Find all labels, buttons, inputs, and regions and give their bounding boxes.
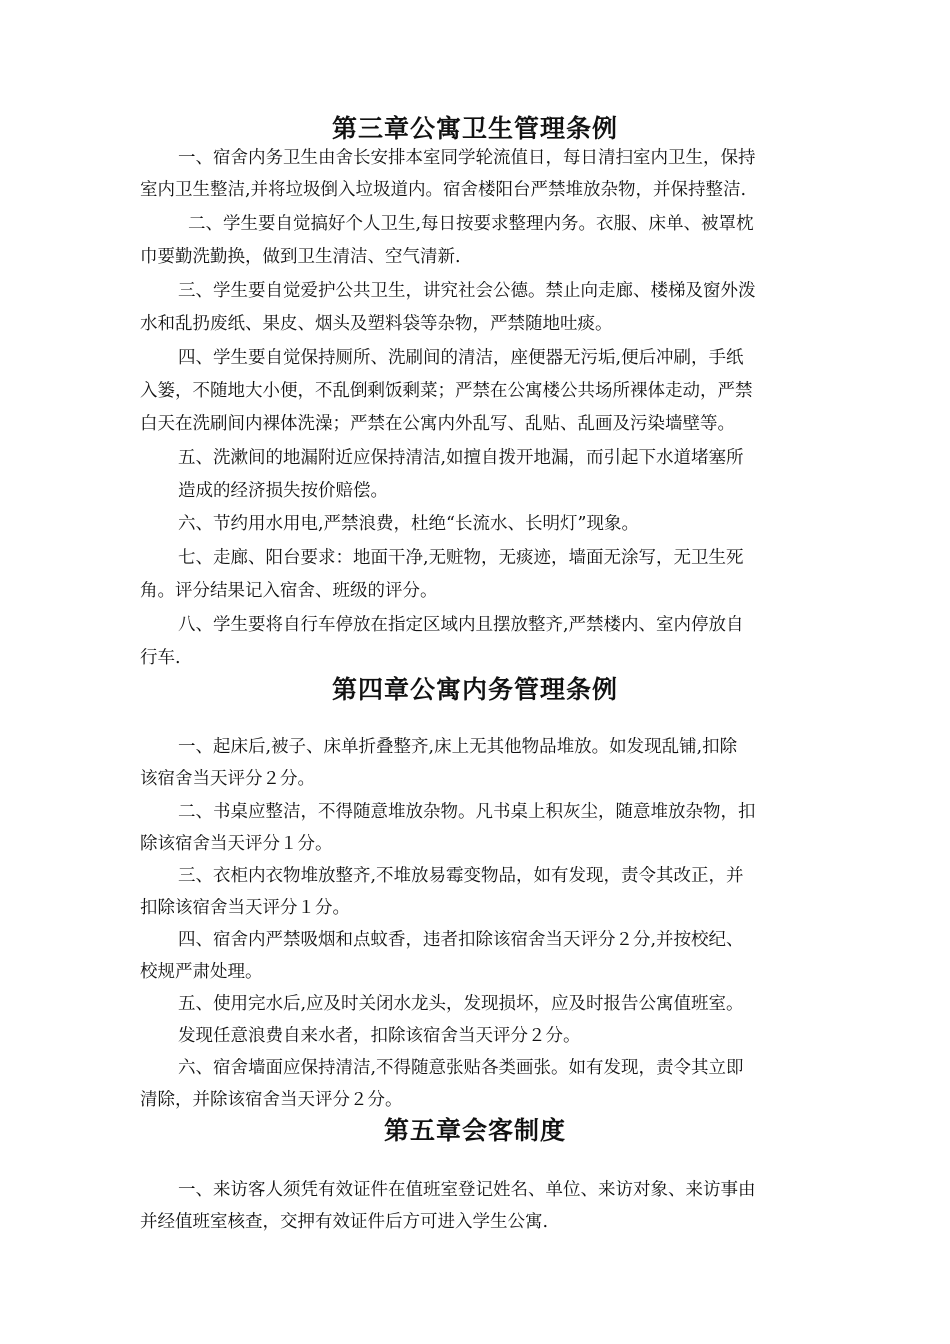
- chapter3-line-5: 三、学生要自觉爱护公共卫生，讲究社会公德。禁止向走廊、楼梯及窗外泼: [178, 281, 756, 301]
- chapter3-line-3: 二、学生要自觉搞好个人卫生,每日按要求整理内务。衣服、床单、被罩枕: [188, 214, 754, 234]
- chapter3-line-15: 八、学生要将自行车停放在指定区域内且摆放整齐,严禁楼内、室内停放自: [178, 615, 744, 635]
- chapter5-title: 第五章会客制度: [383, 1116, 566, 1145]
- chapter4-line-7: 四、宿舍内严禁吸烟和点蚊香，违者扣除该宿舍当天评分２分,并按校纪、: [178, 930, 744, 950]
- chapter3-line-7: 四、学生要自觉保持厕所、洗刷间的清洁，座便器无污垢,便后冲刷，手纸: [178, 348, 744, 368]
- chapter3-line-14: 角。评分结果记入宿舍、班级的评分。: [140, 581, 438, 601]
- chapter4-line-3: 二、书桌应整洁，不得随意堆放杂物。凡书桌上积灰尘，随意堆放杂物，扣: [178, 802, 756, 822]
- chapter5-line-2: 并经值班室核查，交押有效证件后方可进入学生公寓.: [140, 1212, 549, 1232]
- chapter3-line-13: 七、走廊、阳台要求：地面干净,无赃物，无痰迹，墙面无涂写，无卫生死: [178, 548, 744, 568]
- chapter4-title: 第四章公寓内务管理条例: [331, 675, 618, 704]
- chapter3-line-10: 五、洗漱间的地漏附近应保持清洁,如擅自拨开地漏，而引起下水道堵塞所: [178, 448, 744, 468]
- chapter3-line-9: 白天在洗刷间内裸体洗澡；严禁在公寓内外乱写、乱贴、乱画及污染墙壁等。: [140, 414, 735, 434]
- chapter3-title: 第三章公寓卫生管理条例: [331, 114, 618, 143]
- chapter4-line-11: 六、宿舍墙面应保持清洁,不得随意张贴各类画张。如有发现，责令其立即: [178, 1058, 744, 1078]
- chapter3-line-11: 造成的经济损失按价赔偿。: [178, 481, 388, 501]
- chapter3-line-16: 行车.: [140, 648, 181, 668]
- chapter4-line-8: 校规严肃处理。: [140, 962, 263, 982]
- chapter4-line-12: 清除，并除该宿舍当天评分２分。: [140, 1090, 403, 1110]
- chapter4-line-4: 除该宿舍当天评分１分。: [140, 834, 333, 854]
- chapter4-line-6: 扣除该宿舍当天评分１分。: [140, 898, 350, 918]
- chapter3-line-4: 巾要勤洗勤换，做到卫生清洁、空气清新.: [140, 247, 461, 267]
- chapter4-line-10: 发现任意浪费自来水者，扣除该宿舍当天评分２分。: [178, 1026, 581, 1046]
- chapter3-line-6: 水和乱扔废纸、果皮、烟头及塑料袋等杂物，严禁随地吐痰。: [140, 314, 613, 334]
- chapter4-line-2: 该宿舍当天评分２分。: [140, 769, 315, 789]
- chapter4-line-5: 三、衣柜内衣物堆放整齐,不堆放易霉变物品，如有发现，责令其改正，并: [178, 866, 744, 886]
- chapter3-line-12: 六、节约用水用电,严禁浪费，杜绝“长流水、长明灯”现象。: [178, 514, 639, 534]
- chapter4-line-9: 五、使用完水后,应及时关闭水龙头，发现损坏，应及时报告公寓值班室。: [178, 994, 744, 1014]
- chapter4-line-1: 一、起床后,被子、床单折叠整齐,床上无其他物品堆放。如发现乱铺,扣除: [178, 737, 738, 757]
- chapter3-line-2: 室内卫生整洁,并将垃圾倒入垃圾道内。宿舍楼阳台严禁堆放杂物，并保持整洁.: [140, 180, 747, 200]
- chapter3-line-8: 入篓，不随地大小便，不乱倒剩饭剩菜；严禁在公寓楼公共场所裸体走动，严禁: [140, 381, 753, 401]
- chapter5-line-1: 一、来访客人须凭有效证件在值班室登记姓名、单位、来访对象、来访事由: [178, 1180, 756, 1200]
- chapter3-line-1: 一、宿舍内务卫生由舍长安排本室同学轮流值日，每日清扫室内卫生，保持: [178, 148, 756, 168]
